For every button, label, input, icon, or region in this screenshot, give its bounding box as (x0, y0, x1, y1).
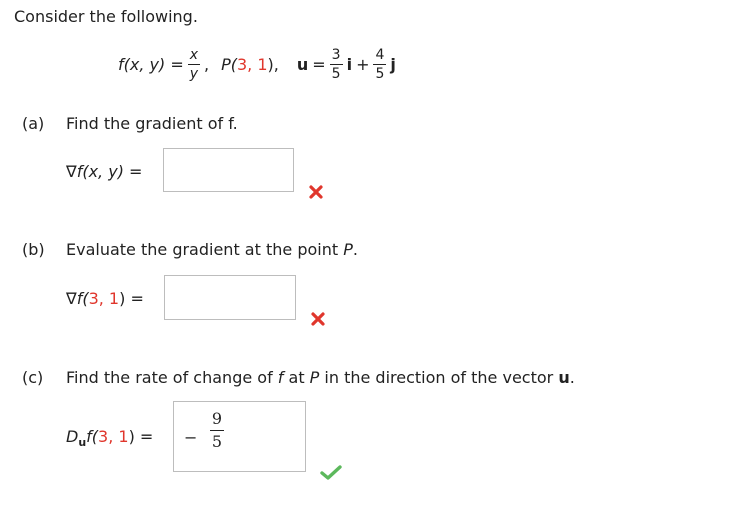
part-b-lhs: ∇f(3, 1) = (66, 289, 144, 308)
function-numerator: x (189, 47, 199, 63)
vector-u-j-fraction: $\frac{4}{5}$ (375, 47, 385, 82)
vector-plus: + (356, 55, 370, 74)
check-mark-icon (320, 465, 342, 481)
part-a-prompt: Find the gradient of f. (66, 114, 238, 133)
given-comma: , (204, 55, 210, 74)
part-b-prompt: Evaluate the gradient at the point P. (66, 240, 358, 259)
gradient-at-point-input[interactable] (164, 275, 296, 320)
intro-text: Consider the following. (14, 7, 198, 26)
x-mark-icon (308, 184, 324, 200)
rate-of-change-input[interactable] (173, 401, 306, 472)
vector-u-i-fraction: $\frac{3}{5}$ (331, 47, 341, 82)
function-lhs: f(x, y) = (118, 55, 184, 74)
answer-fraction (210, 411, 224, 450)
vector-i: i (346, 55, 353, 74)
part-c-letter: (c) (22, 368, 44, 387)
function-denominator: y (189, 66, 199, 82)
answer-minus-sign: − (184, 428, 198, 447)
answer-denominator: 5 (211, 432, 223, 451)
part-c-lhs: $D_uf(3$, 1) = (66, 427, 154, 450)
point-p: P(3, 1), (221, 55, 279, 74)
gradient-answer-input[interactable] (163, 148, 294, 192)
part-b-letter: (b) (22, 240, 45, 259)
x-mark-icon (310, 311, 326, 327)
function-fraction (188, 48, 200, 81)
vector-u-label: u (296, 55, 309, 74)
given-line (118, 48, 396, 81)
part-a-letter: (a) (22, 114, 45, 133)
answer-numerator: 9 (211, 409, 223, 428)
vector-u-equals: = (312, 55, 326, 74)
vector-j: j (390, 55, 396, 74)
part-a-lhs: ∇f(x, y) = (66, 162, 143, 181)
part-c-prompt: Find the rate of change of f at P in the direction of the vector u. (66, 368, 575, 387)
point-p-coords: 3, 1 (237, 55, 268, 74)
